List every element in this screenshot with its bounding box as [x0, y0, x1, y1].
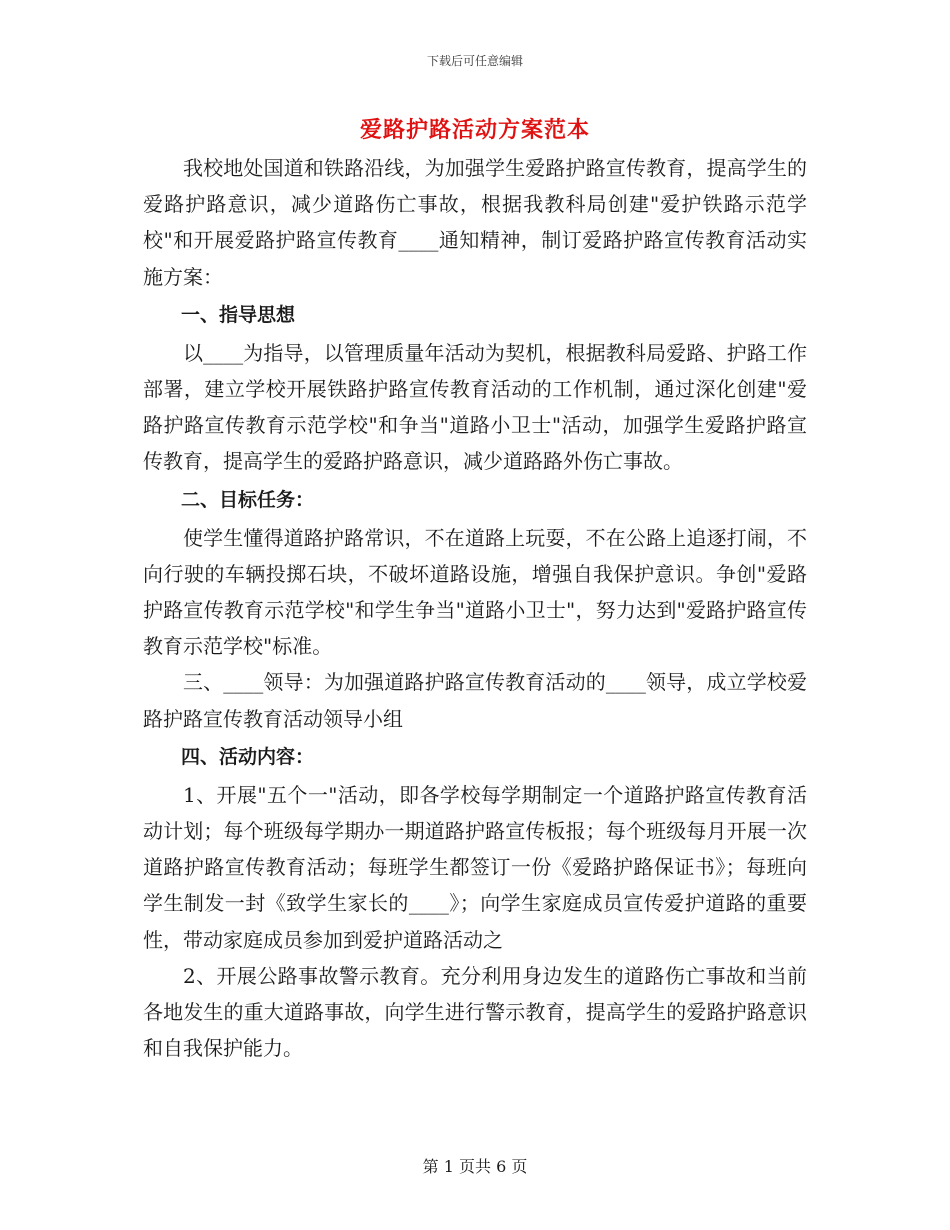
goals-paragraph: 使学生懂得道路护路常识，不在道路上玩耍，不在公路上追逐打闹，不向行驶的车辆投掷石块，不破坏道路设施，增强自我保护意识。争创"爱路护路宣传教育示范学校"和学生争当"道路小卫士"，努力达到"爱路护路宣传教育示范学校"标准。 — [143, 525, 807, 659]
section-heading-activities: 四、活动内容： — [181, 745, 315, 768]
document-body — [143, 150, 807, 1066]
activity-item-2: 2、开展公路事故警示教育。充分利用身边发生的道路伤亡事故和当前各地发生的重大道路事故，向学生进行警示教育，提高学生的爱路护路意识和自我保护能力。 — [143, 963, 807, 1061]
section-heading-guiding-ideology: 一、指导思想 — [181, 303, 296, 326]
activity-item-1: 1、开展"五个一"活动，即各学校每学期制定一个道路护路宣传教育活动计划；每个班级每学期办一期道路护路宣传板报；每个班级每月开展一次道路护路宣传教育活动；每班学生都签订一份《爱路护路保证书》；每班向学生制发一封《致学生家长的____》；向学生家庭成员宣传爱护道路的重要性，带动家庭成员参加到爱护道路活动之 — [143, 782, 807, 952]
document-title: 爱路护路活动方案范本 — [359, 117, 590, 143]
leadership-paragraph: 三、____领导：为加强道路护路宣传教育活动的____领导，成立学校爱路护路宣传教育活动领导小组 — [143, 670, 807, 731]
page-indicator: 第 1 页共 6 页 — [422, 1157, 528, 1176]
intro-paragraph: 我校地处国道和铁路沿线，为加强学生爱路护路宣传教育，提高学生的爱路护路意识，减少道路伤亡事故，根据我教科局创建"爱护铁路示范学校"和开展爱路护路宣传教育____通知精神，制订爱路护路宣传教育活动实施方案： — [143, 156, 807, 289]
header-note: 下载后可任意编辑 — [426, 54, 523, 68]
section-heading-goals: 二、目标任务： — [181, 488, 315, 511]
guiding-ideology-paragraph: 以____为指导，以管理质量年活动为契机，根据教科局爱路、护路工作部署，建立学校开展铁路护路宣传教育活动的工作机制，通过深化创建"爱路护路宣传教育示范学校"和争当"道路小卫士"活动，加强学生爱路护路宣传教育，提高学生的爱路护路意识，减少道路路外伤亡事故。 — [143, 340, 807, 474]
